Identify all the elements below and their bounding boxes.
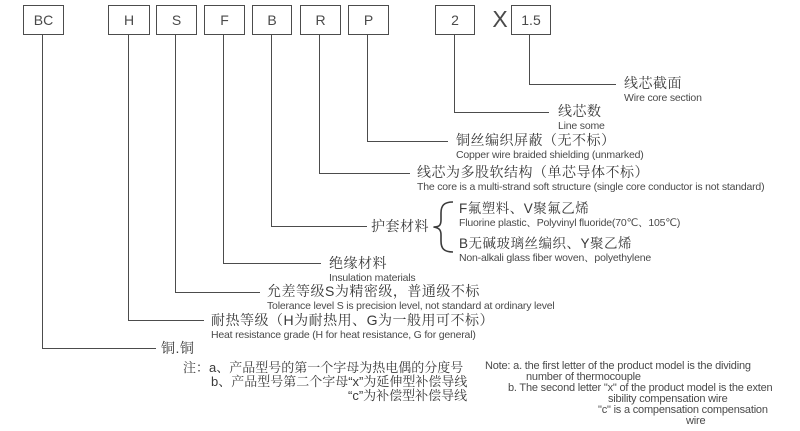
label-copper-braided-shielding: [456, 133, 644, 161]
note-zh-line-c: “c”为补偿型补偿导线: [348, 388, 468, 403]
connector-r: [320, 35, 411, 174]
label-copper-copper: [161, 341, 194, 356]
label-heat-resistance-grade: [211, 313, 494, 341]
note-en-line-5: "c" is a compensation compensation: [598, 404, 768, 416]
connector-2: [455, 35, 550, 113]
code-box-h: H: [108, 5, 150, 35]
note-en-line-3: b. The second letter "x" of the product model is the exten: [508, 382, 773, 394]
connector-p: [368, 35, 449, 142]
multiply-separator: X: [492, 6, 508, 32]
note-en-line-1: Note: a. the first letter of the product model is the dividing: [485, 360, 751, 372]
note-zh-line-b: b、产品型号第二个字母“x”为延伸型补偿导线: [211, 374, 468, 389]
connector-bc: [43, 35, 157, 349]
label-wire-core-count: [558, 104, 605, 132]
connector-s: [176, 35, 261, 293]
wire-core-section-zh: 线芯截面: [624, 75, 682, 91]
insulation-material-en: Insulation materials: [329, 272, 416, 284]
insulation-material-zh: 绝缘材料: [329, 255, 387, 271]
connector-h: [129, 35, 205, 321]
heat-resistance-grade-zh: 耐热等级（H为耐热用、G为一般用可不标）: [211, 312, 494, 328]
wire-core-count-zh: 线芯数: [558, 103, 602, 119]
brace-icon: [434, 202, 454, 252]
note-en-line-2: number of thermocouple: [526, 371, 641, 383]
multi-strand-core-zh: 线芯为多股软结构（单芯导体不标）: [417, 164, 649, 180]
copper-braided-shielding-en: Copper wire braided shielding (unmarked): [456, 149, 644, 161]
sheath-option-by-en: Non-alkali glass fiber woven、polyethylene: [459, 252, 651, 264]
code-box-bc: BC: [23, 5, 64, 35]
heat-resistance-grade-en: Heat resistance grade (H for heat resistance, G for general): [211, 329, 476, 341]
label-insulation-material: [329, 256, 415, 284]
code-box-b: B: [252, 5, 292, 35]
copper-braided-shielding-zh: 铜丝编织屏蔽（无不标）: [456, 132, 616, 148]
wire-core-section-en: Wire core section: [624, 92, 702, 104]
note-en-line-6: wire: [686, 415, 706, 427]
tolerance-grade-zh: 允差等级S为精密级，普通级不标: [267, 283, 480, 299]
label-wire-core-section: [624, 76, 702, 104]
multi-strand-core-en: The core is a multi-strand soft structure (single core conductor is not standard): [417, 181, 765, 193]
code-box-2: 2: [435, 5, 475, 35]
copper-copper-zh: 铜.铜: [161, 340, 195, 356]
tolerance-grade-en: Tolerance level S is precision level, not standard at ordinary level: [267, 300, 555, 312]
code-box-r: R: [300, 5, 341, 35]
sheath-option-fv-zh: F氟塑料、V聚氟乙烯: [459, 201, 590, 216]
label-tolerance-grade: [267, 284, 555, 312]
code-box-s: S: [156, 5, 197, 35]
label-sheath-option-by: [459, 236, 651, 264]
sheath-option-fv-en: Fluorine plastic、Polyvinyl fluoride(70℃、105℃): [459, 217, 681, 229]
label-multi-strand-core: [417, 165, 764, 193]
label-sheath-material: [371, 219, 429, 234]
sheath-option-by-zh: B无碱玻璃丝编织、Y聚乙烯: [459, 236, 633, 251]
note-zh-line-a: 注：a、产品型号的第一个字母为热电偶的分度号: [183, 360, 464, 375]
label-sheath-option-fv: [459, 201, 680, 229]
connector-1-5: [530, 35, 617, 85]
note-en-line-4: sibility compensation wire: [608, 393, 728, 405]
wire-core-count-en: Line some: [558, 120, 605, 132]
code-box-1-5: 1.5: [511, 5, 551, 35]
code-box-f: F: [204, 5, 245, 35]
code-box-p: P: [348, 5, 389, 35]
sheath-material-zh: 护套材料: [371, 218, 429, 234]
connector-f: [224, 35, 322, 264]
